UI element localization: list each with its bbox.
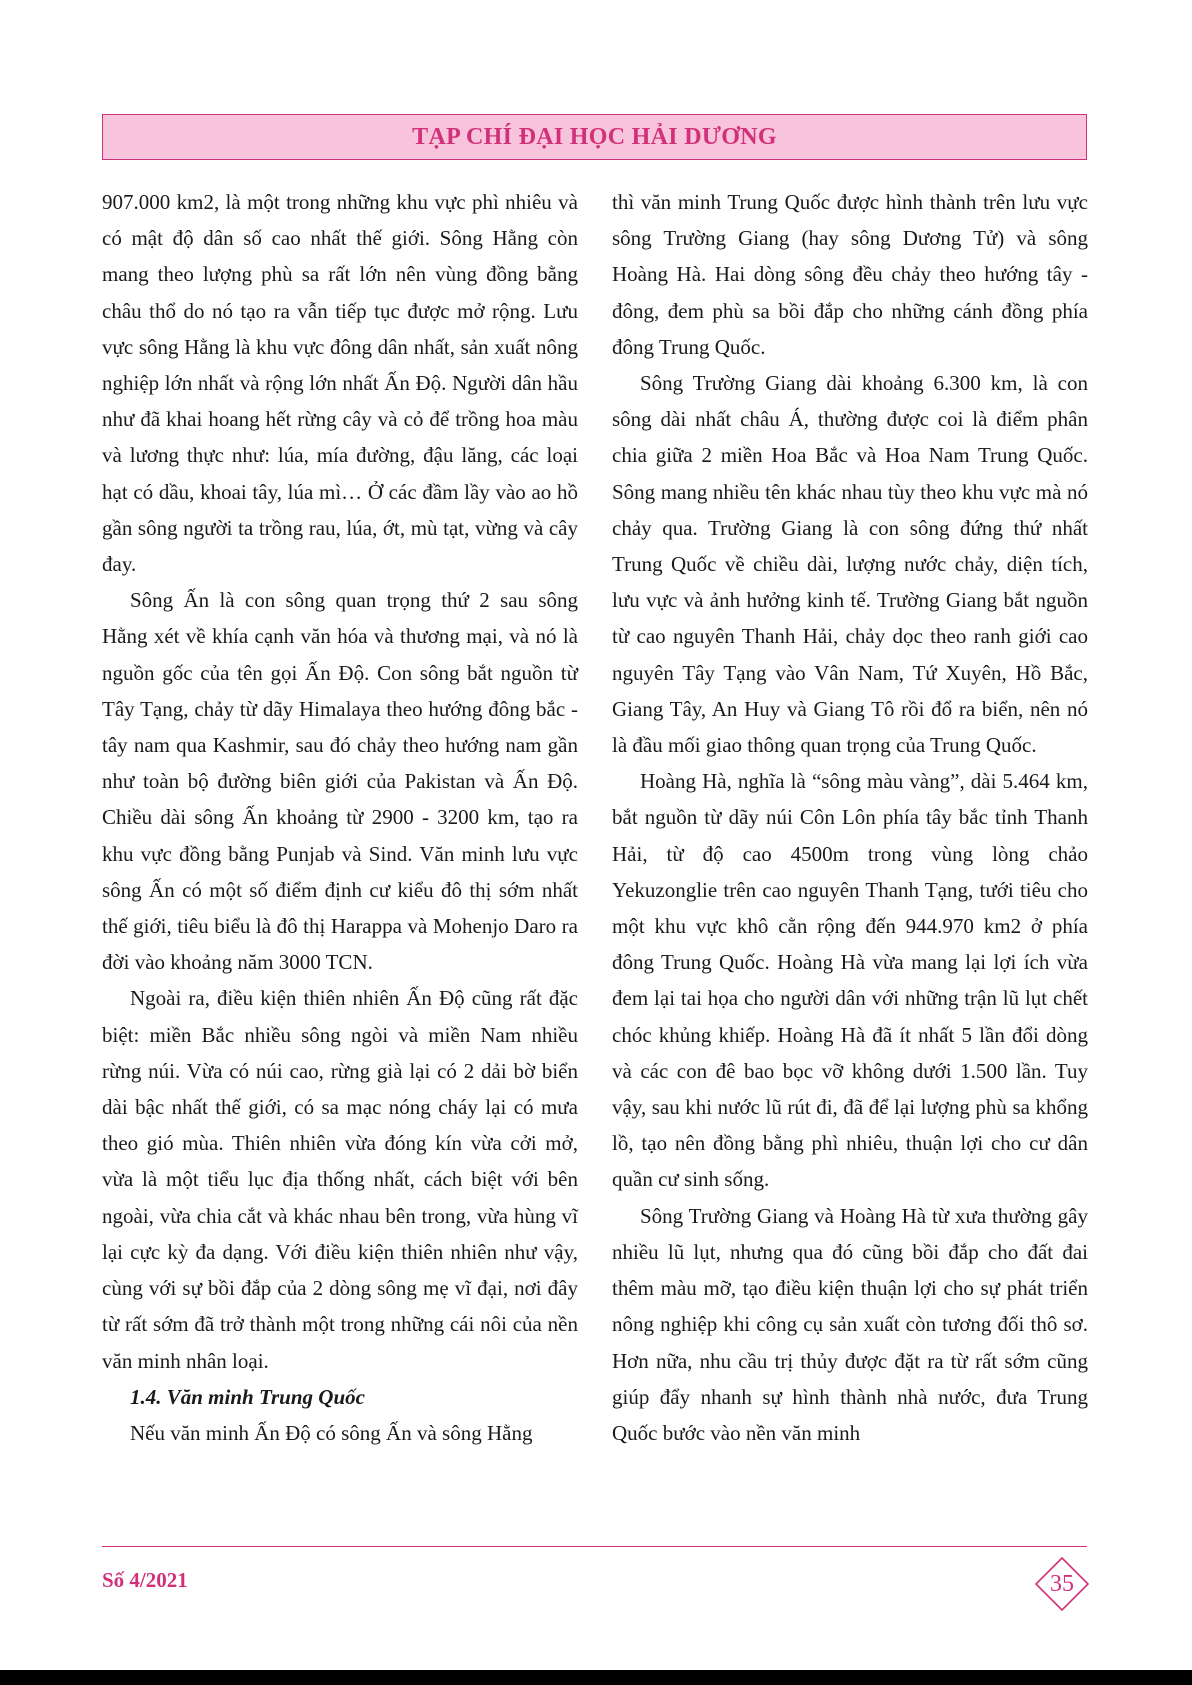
section-heading: 1.4. Văn minh Trung Quốc [130,1384,365,1409]
footer-divider [102,1546,1087,1547]
paragraph: Sông Trường Giang dài khoảng 6.300 km, là con sông dài nhất châu Á, thường được coi là điểm phân chia giữa 2 miền Hoa Bắc và Hoa Nam Trung Quốc. Sông mang nhiều tên khác nhau tùy theo khu vực mà nó chảy qua. Trường Giang là con sông đứng thứ nhất Trung Quốc về chiều dài, lượng nước chảy, diện tích, lưu vực và ảnh hưởng kinh tế. Trường Giang bắt nguồn từ cao nguyên Thanh Hải, chảy dọc theo ranh giới cao nguyên Tây Tạng vào Vân Nam, Tứ Xuyên, Hồ Bắc, Giang Tây, An Huy và Giang Tô rồi đổ ra biển, nên nó là đầu mối giao thông quan trọng của Trung Quốc. [612,371,1088,758]
issue-number: Số 4/2021 [102,1568,188,1592]
paragraph: thì văn minh Trung Quốc được hình thành trên lưu vực sông Trường Giang (hay sông Dương Tử) và sông Hoàng Hà. Hai dòng sông đều chảy theo hướng tây - đông, đem phù sa bồi đắp cho những cánh đồng phía đông Trung Quốc. [612,190,1088,359]
page-number-badge [1034,1556,1090,1612]
left-column [102,184,578,1451]
paragraph: Sông Ấn là con sông quan trọng thứ 2 sau sông Hằng xét về khía cạnh văn hóa và thương mại, và nó là nguồn gốc của tên gọi Ấn Độ. Con sông bắt nguồn từ Tây Tạng, chảy từ dãy Himalaya theo hướng đông bắc - tây nam qua Kashmir, sau đó chảy theo hướng nam gần như toàn bộ đường biên giới của Pakistan và Ấn Độ. Chiều dài sông Ấn khoảng từ 2900 - 3200 km, tạo ra khu vực đồng bằng Punjab và Sind. Văn minh lưu vực sông Ấn có một số điểm định cư kiểu đô thị sớm nhất thế giới, tiêu biểu là đô thị Harappa và Mohenjo Daro ra đời vào khoảng năm 3000 TCN. [102,588,578,975]
page-number: 35 [1050,1571,1074,1597]
right-column [612,184,1088,1451]
paragraph: Sông Trường Giang và Hoàng Hà từ xưa thường gây nhiều lũ lụt, nhưng qua đó cũng bồi đắp cho đất đai thêm màu mỡ, tạo điều kiện thuận lợi cho sự phát triển nông nghiệp khi công cụ sản xuất còn tương đối thô sơ. Hơn nữa, nhu cầu trị thủy được đặt ra từ rất sớm cũng giúp đẩy nhanh sự hình thành nhà nước, đưa Trung Quốc bước vào nền văn minh [612,1203,1088,1445]
journal-title: TẠP CHÍ ĐẠI HỌC HẢI DƯƠNG [412,123,777,150]
paragraph: 907.000 km2, là một trong những khu vực phì nhiêu và có mật độ dân số cao nhất thế giới. Sông Hằng còn mang theo lượng phù sa rất lớn nên vùng đồng bằng châu thổ do nó tạo ra vẫn tiếp tục được mở rộng. Lưu vực sông Hằng là khu vực đông dân nhất, sản xuất nông nghiệp lớn nhất và rộng lớn nhất Ấn Độ. Người dân hầu như đã khai hoang hết rừng cây và cỏ để trồng hoa màu và lương thực như: lúa, mía đường, đậu lăng, các loại hạt có dầu, khoai tây, lúa mì… Ở các đầm lầy vào ao hồ gần sông người ta trồng rau, lúa, ớt, mù tạt, vừng và cây đay. [102,190,578,577]
paragraph: Nếu văn minh Ấn Độ có sông Ấn và sông Hằng [130,1420,533,1445]
paragraph: Ngoài ra, điều kiện thiên nhiên Ấn Độ cũng rất đặc biệt: miền Bắc nhiều sông ngòi và miền Nam nhiều rừng núi. Vừa có núi cao, rừng già lại có 2 dải bờ biển dài bậc nhất thế giới, có sa mạc nóng cháy lại có mưa theo gió mùa. Thiên nhiên vừa đóng kín vừa cởi mở, vừa là một tiểu lục địa thống nhất, cách biệt với bên ngoài, vừa chia cắt và khác nhau bên trong, vừa hùng vĩ lại cực kỳ đa dạng. Với điều kiện thiên nhiên như vậy, cùng với sự bồi đắp của 2 dòng sông mẹ vĩ đại, nơi đây từ rất sớm đã trở thành một trong những cái nôi của nền văn minh nhân loại. [102,986,578,1373]
scan-edge-bar [0,1670,1192,1685]
paragraph: Hoàng Hà, nghĩa là “sông màu vàng”, dài 5.464 km, bắt nguồn từ dãy núi Côn Lôn phía tây bắc tỉnh Thanh Hải, từ độ cao 4500m trong vùng lòng chảo Yekuzonglie trên cao nguyên Thanh Tạng, tưới tiêu cho một khu vực khô cằn rộng đến 944.970 km2 ở phía đông Trung Quốc. Hoàng Hà vừa mang lại lợi ích vừa đem lại tai họa cho người dân với những trận lũ lụt chết chóc khủng khiếp. Hoàng Hà đã ít nhất 5 lần đổi dòng và các con đê bao bọc vỡ không dưới 1.500 lần. Tuy vậy, sau khi nước lũ rút đi, đã để lại lượng phù sa khổng lồ, tạo nên đồng bằng phì nhiêu, thuận lợi cho cư dân quần cư sinh sống. [612,769,1088,1192]
journal-header [102,114,1087,160]
